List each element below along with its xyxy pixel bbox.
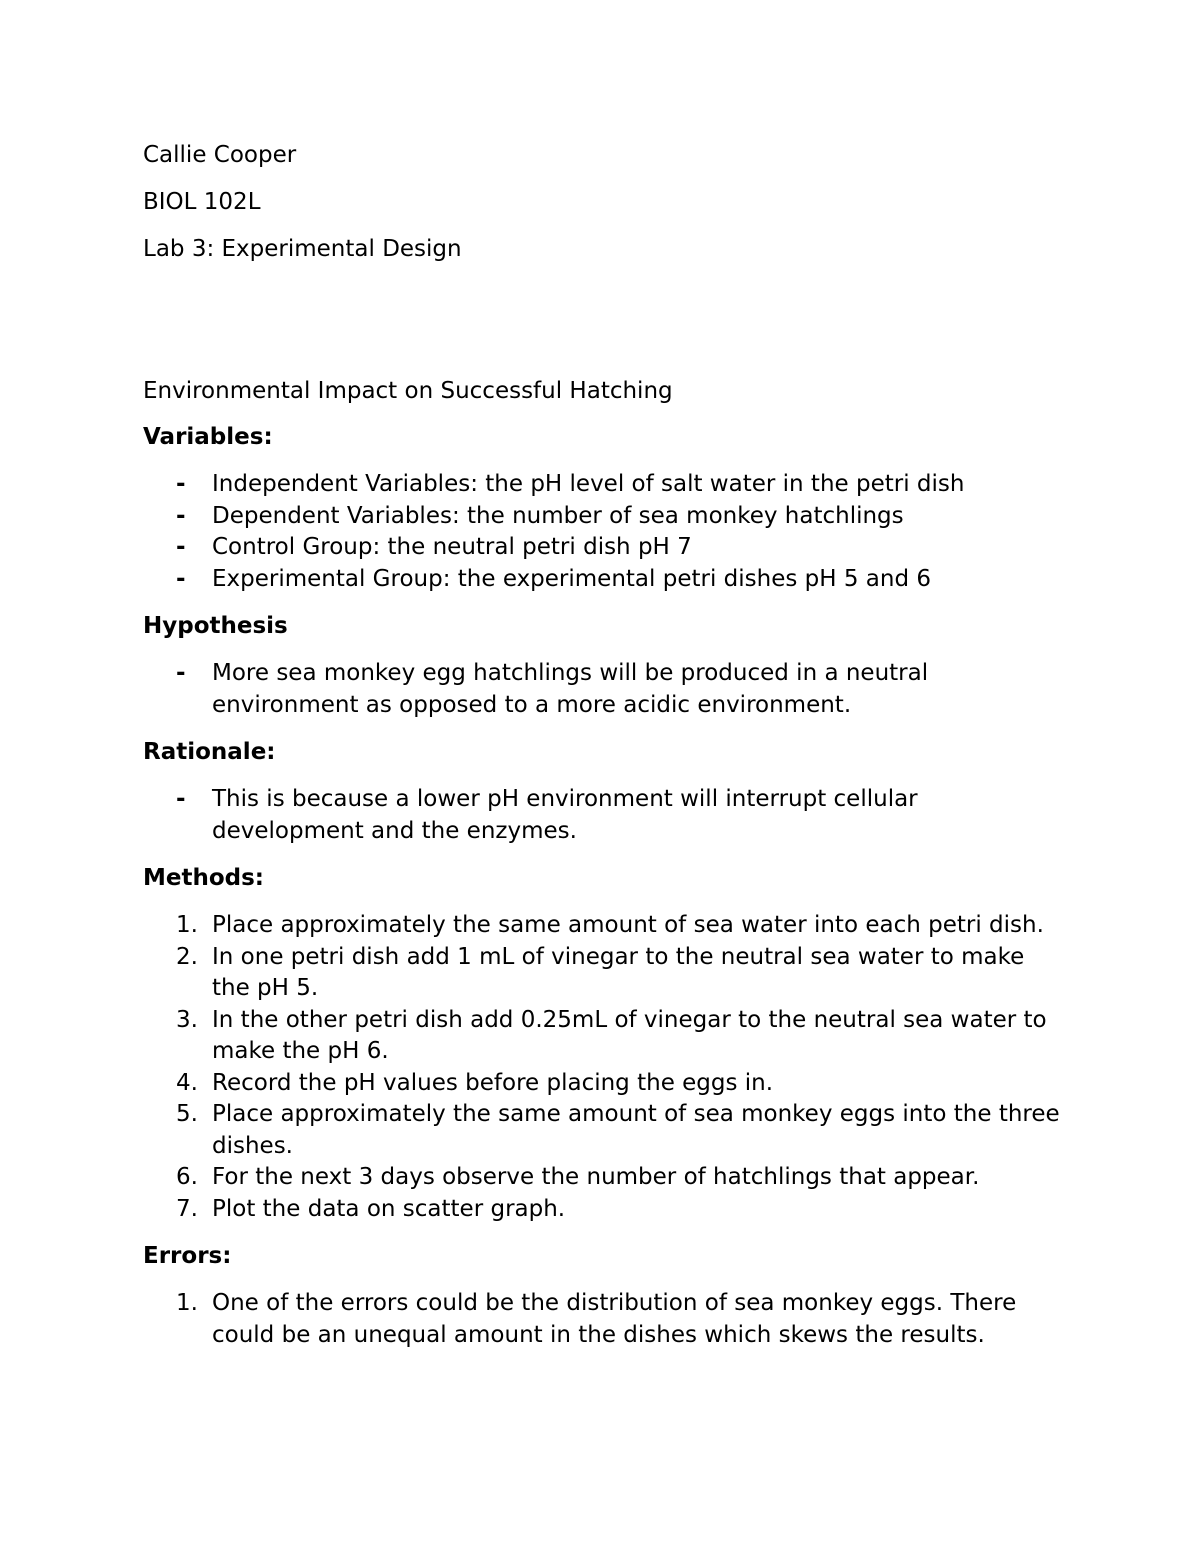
hypothesis-list xyxy=(143,658,1063,721)
list-item xyxy=(143,501,1063,533)
list-item xyxy=(143,1005,1063,1068)
list-item xyxy=(143,910,1063,942)
list-item xyxy=(143,469,1063,501)
list-item-text: Control Group: the neutral petri dish pH 7 xyxy=(212,534,692,560)
methods-heading: Methods: xyxy=(143,865,265,891)
list-number: 4. xyxy=(176,1069,198,1096)
rationale-heading: Rationale: xyxy=(143,739,276,765)
list-item-text: For the next 3 days observe the number of hatchlings that appear. xyxy=(212,1164,980,1190)
list-item-text: Place approximately the same amount of sea water into each petri dish. xyxy=(212,912,1044,938)
dash-bullet: - xyxy=(176,471,186,497)
list-item xyxy=(143,658,1063,721)
list-number: 7. xyxy=(176,1195,198,1222)
list-item-text: More sea monkey egg hatchlings will be produced in a neutral environment as opposed to a more acidic environment. xyxy=(212,660,929,718)
document-body xyxy=(143,422,1063,1367)
list-number: 1. xyxy=(176,912,198,938)
variables-heading: Variables: xyxy=(143,424,273,450)
list-item-text: In the other petri dish add 0.25mL of vinegar to the neutral sea water to make the pH 6. xyxy=(212,1006,1047,1064)
list-number: 5. xyxy=(176,1101,198,1127)
list-item xyxy=(143,532,1063,564)
list-item-text: Place approximately the same amount of sea monkey eggs into the three dishes. xyxy=(212,1101,1060,1159)
list-item-text: Record the pH values before placing the eggs in. xyxy=(212,1069,774,1096)
list-number: 1. xyxy=(176,1290,198,1316)
author-name: Callie Cooper xyxy=(143,142,297,168)
course-code: BIOL 102L xyxy=(143,189,261,215)
dash-bullet: - xyxy=(176,565,186,592)
dash-bullet: - xyxy=(176,534,186,560)
list-item-text: In one petri dish add 1 mL of vinegar to the neutral sea water to make the pH 5. xyxy=(212,943,1025,1001)
list-item xyxy=(143,1162,1063,1194)
list-item-text: Experimental Group: the experimental petri dishes pH 5 and 6 xyxy=(212,565,932,592)
list-number: 6. xyxy=(176,1164,198,1190)
rationale-list xyxy=(143,784,1063,847)
list-number: 2. xyxy=(176,943,198,970)
list-item-text: Dependent Variables: the number of sea monkey hatchlings xyxy=(212,502,904,529)
document-title: Environmental Impact on Successful Hatching xyxy=(143,378,673,404)
dash-bullet: - xyxy=(176,502,186,529)
list-number: 3. xyxy=(176,1006,198,1033)
list-item xyxy=(143,1068,1063,1100)
list-item xyxy=(143,942,1063,1005)
list-item xyxy=(143,564,1063,596)
list-item xyxy=(143,1194,1063,1226)
lab-title: Lab 3: Experimental Design xyxy=(143,236,462,262)
methods-list xyxy=(143,910,1063,1225)
list-item xyxy=(143,1099,1063,1162)
list-item-text: This is because a lower pH environment will interrupt cellular development and the enzymes. xyxy=(212,786,918,844)
list-item-text: Independent Variables: the pH level of salt water in the petri dish xyxy=(212,471,965,497)
dash-bullet: - xyxy=(176,786,186,812)
hypothesis-heading: Hypothesis xyxy=(143,613,288,639)
list-item xyxy=(143,1288,1063,1351)
list-item-text: One of the errors could be the distribution of sea monkey eggs. There could be an unequal amount in the dishes which skews the results. xyxy=(212,1290,1017,1348)
list-item xyxy=(143,784,1063,847)
dash-bullet: - xyxy=(176,660,186,686)
errors-list xyxy=(143,1288,1063,1351)
errors-heading: Errors: xyxy=(143,1243,232,1269)
list-item-text: Plot the data on scatter graph. xyxy=(212,1195,566,1222)
variables-list xyxy=(143,469,1063,595)
